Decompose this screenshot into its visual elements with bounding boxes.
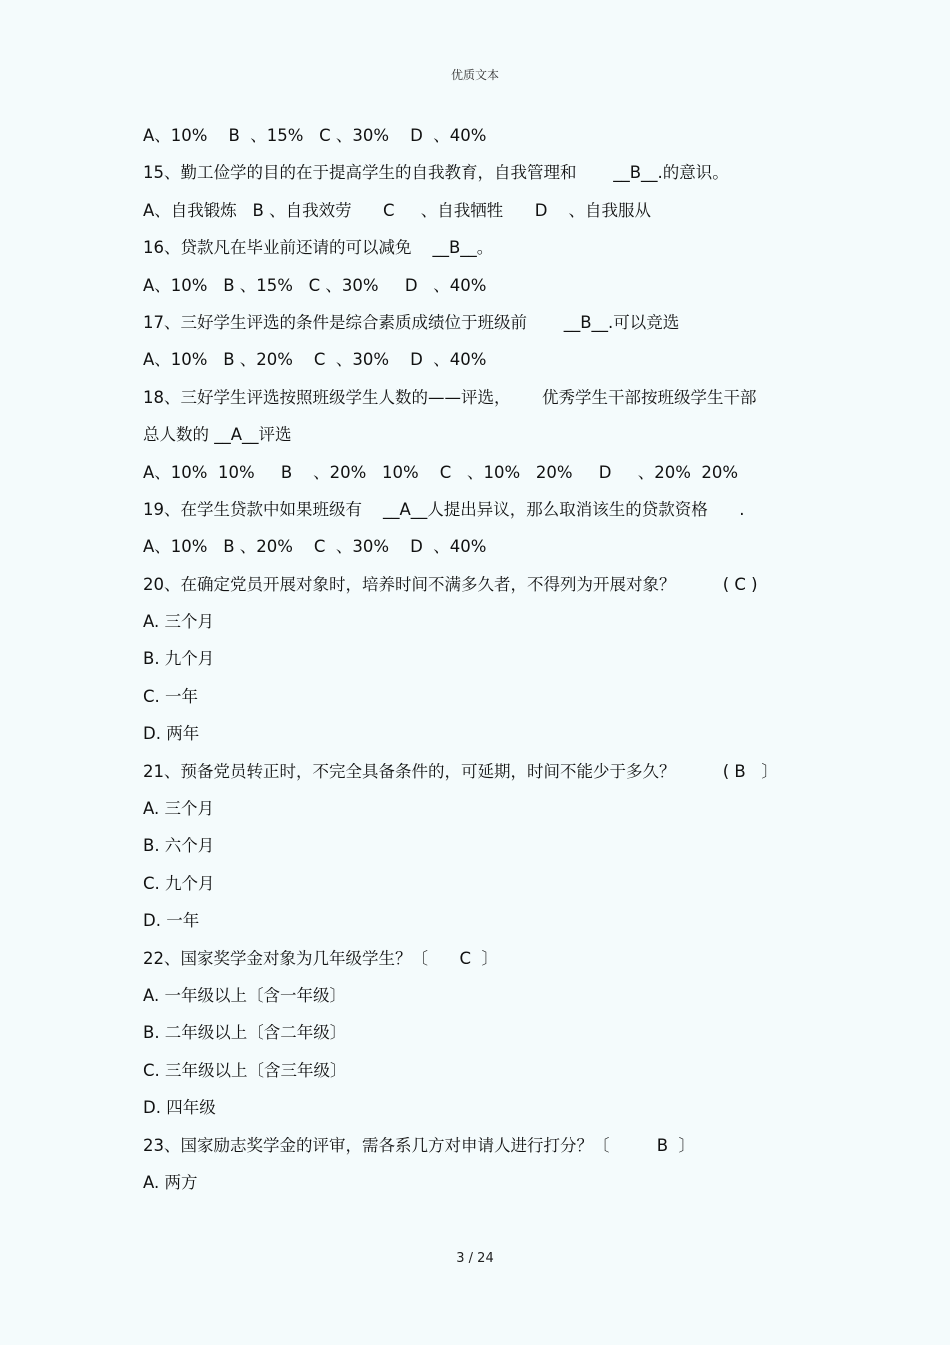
text-line: A、自我锻炼 B 、自我效劳 C 、自我牺牲 D 、自我服从 — [143, 200, 651, 220]
text-line: 18、三好学生评选按照班级学生人数的——评选， 优秀学生干部按班级学生干部 — [143, 387, 757, 407]
text-line: 17、三好学生评选的条件是综合素质成绩位于班级前 __B__.可以竞选 — [143, 312, 680, 332]
page-number: 3 / 24 — [456, 1251, 494, 1266]
text-line: A. 三个月 — [143, 612, 214, 632]
text-line: A. 三个月 — [143, 799, 214, 819]
text-line: 15、勤工俭学的目的在于提高学生的自我教育，自我管理和 __B__.的意识。 — [143, 163, 729, 183]
text-line: B. 六个月 — [143, 836, 215, 856]
page-header: 优质文本 — [450, 68, 499, 82]
text-line: A. 一年级以上〔含一年级〕 — [143, 985, 346, 1005]
text-line: 16、贷款凡在毕业前还请的可以减免 __B__。 — [143, 238, 494, 258]
text-line: A、10% B 、20% C 、30% D 、40% — [143, 350, 487, 370]
text-line: B. 二年级以上〔含二年级〕 — [143, 1023, 347, 1043]
text-line: 20、在确定党员开展对象时，培养时间不满多久者，不得列为开展对象？ ( C ) — [143, 574, 758, 594]
text-line: A、10% 10% B 、20% 10% C 、10% 20% D 、20% 20% — [143, 462, 739, 482]
text-line: C. 九个月 — [143, 873, 215, 893]
text-line: 19、在学生贷款中如果班级有 __A__人提出异议，那么取消该生的贷款资格 . — [143, 499, 745, 519]
text-line: 21、预备党员转正时，不完全具备条件的，可延期，时间不能少于多久？ ( B 〕 — [143, 761, 778, 781]
text-line: A、10% B 、15% C 、30% D 、40% — [143, 275, 487, 295]
text-line: 22、国家奖学金对象为几年级学生？〔 C 〕 — [143, 948, 498, 968]
text-line: D. 两年 — [143, 724, 200, 744]
text-line: D. 四年级 — [143, 1098, 216, 1118]
text-line: A、10% B 、20% C 、30% D 、40% — [143, 537, 487, 557]
text-line: B. 九个月 — [143, 649, 215, 669]
text-line: 总人数的 __A__评选 — [143, 425, 292, 445]
text-line: A. 两方 — [143, 1172, 198, 1192]
text-line: 23、国家励志奖学金的评审，需各系几方对申请人进行打分？〔 B 〕 — [143, 1135, 696, 1155]
text-line: C. 一年 — [143, 686, 199, 706]
text-line: A、10% B 、15% C 、30% D 、40% — [143, 126, 487, 145]
text-line: D. 一年 — [143, 911, 200, 931]
question-list — [143, 122, 823, 1206]
text-line: C. 三年级以上〔含三年级〕 — [143, 1060, 347, 1080]
